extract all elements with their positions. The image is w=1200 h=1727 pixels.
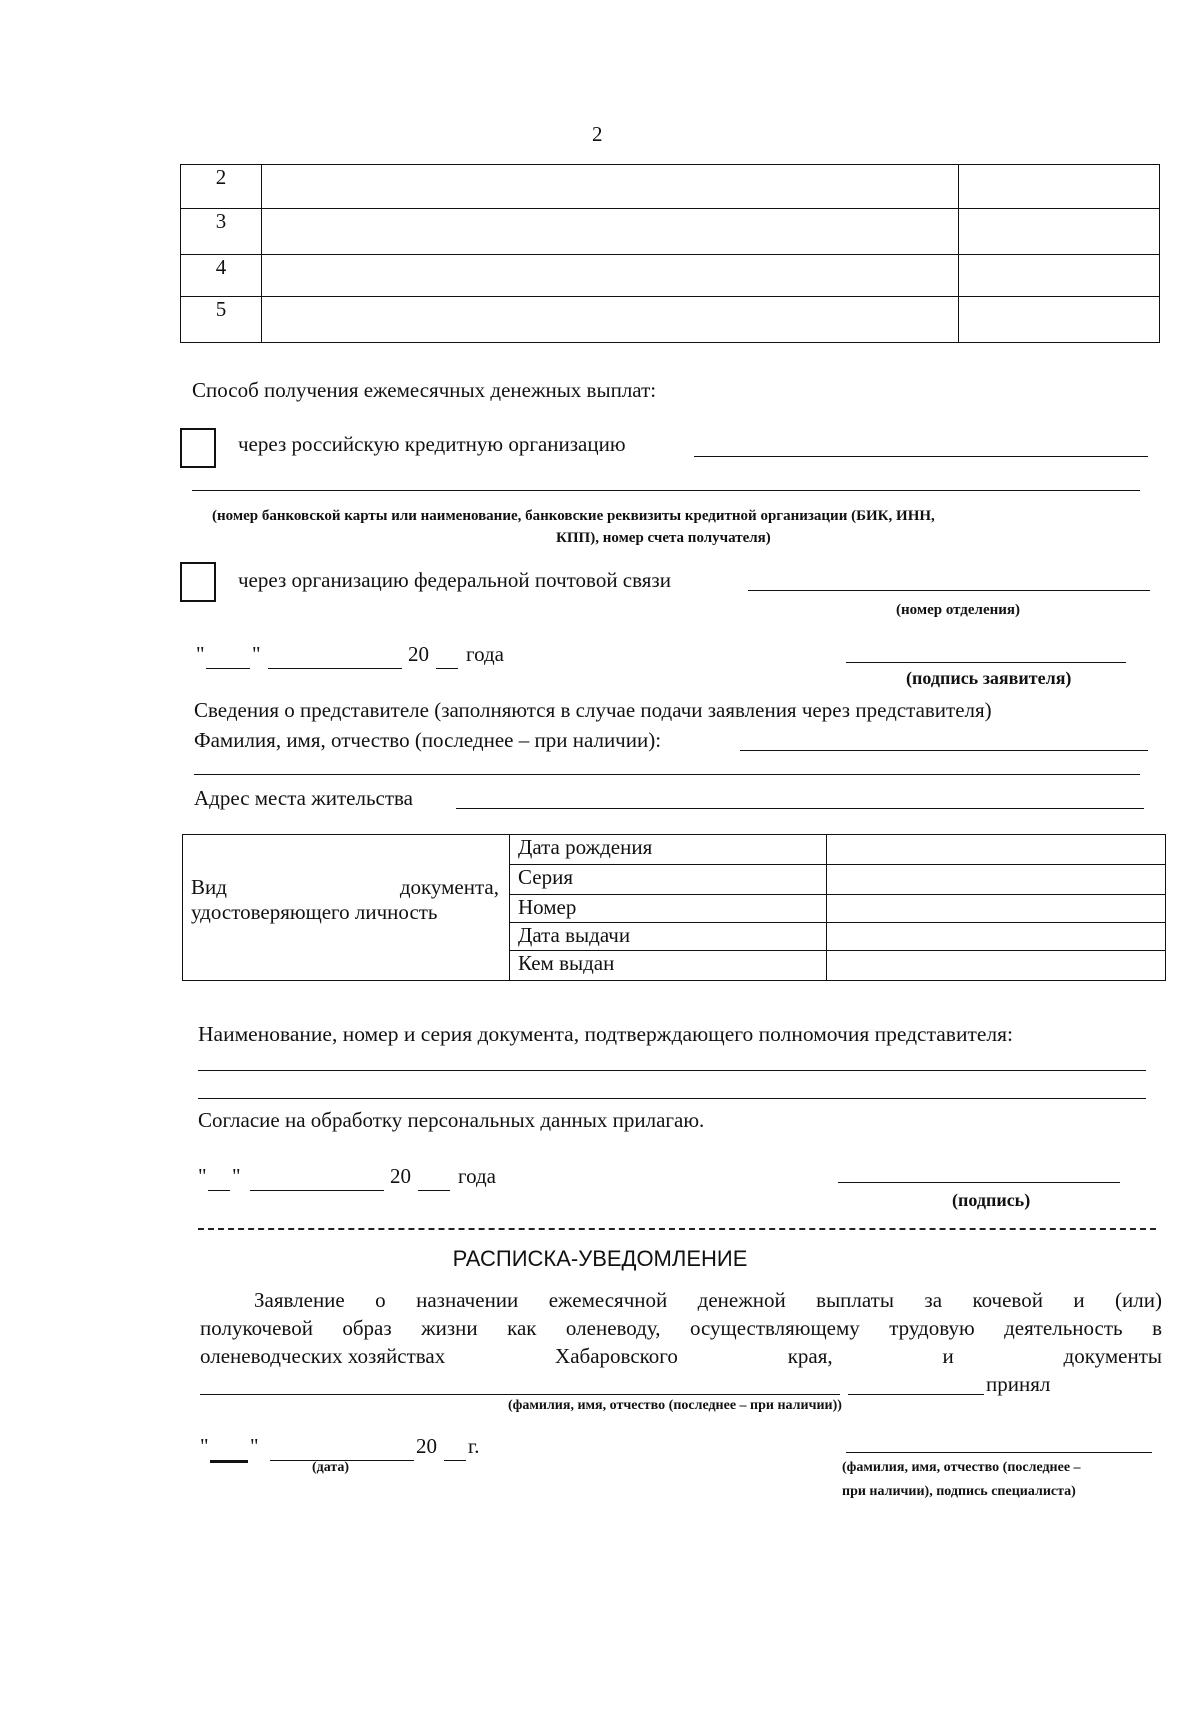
bank-details-line[interactable]	[694, 456, 1148, 457]
representative-fio-line[interactable]	[740, 750, 1148, 751]
receipt-text-line-1: Заявление о назначении ежемесячной денежной выплаты за кочевой и (или)	[254, 1288, 1162, 1312]
date-quote-open: "	[200, 1434, 209, 1458]
applicant-signature-hint: (подпись заявителя)	[906, 668, 1072, 688]
bank-option-label: через российскую кредитную организацию	[238, 432, 626, 456]
year-prefix: 20	[390, 1164, 411, 1188]
date-hint: (дата)	[312, 1460, 350, 1475]
numbered-table	[180, 164, 1160, 343]
day-field[interactable]	[206, 668, 250, 669]
authority-document-label: Наименование, номер и серия документа, подтверждающего полномочия представителя:	[198, 1022, 1013, 1046]
year-prefix: 20	[416, 1434, 437, 1458]
row-value-cell[interactable]	[959, 255, 1160, 297]
year-prefix: 20	[408, 642, 429, 666]
specialist-line[interactable]	[846, 1452, 1152, 1453]
date-suffix: г.	[468, 1434, 480, 1458]
row-description-cell[interactable]	[262, 209, 959, 255]
series-value[interactable]	[827, 865, 1166, 895]
applicant-name-hint: (фамилия, имя, отчество (последнее – при наличии))	[508, 1398, 842, 1413]
receipt-word: документы	[1063, 1344, 1162, 1368]
row-number: 5	[181, 297, 262, 343]
number-value[interactable]	[827, 895, 1166, 923]
representative-fio-label: Фамилия, имя, отчество (последнее – при наличии):	[194, 728, 662, 752]
date-quote-close: "	[250, 1434, 259, 1458]
applicant-signature-line[interactable]	[846, 662, 1126, 663]
year-field[interactable]	[436, 668, 458, 669]
page-number: 2	[592, 122, 603, 146]
representative-heading: Сведения о представителе (заполняются в случае подачи заявления через представителя)	[194, 698, 992, 722]
receipt-word: Хабаровского	[555, 1344, 678, 1368]
field-label: Серия	[510, 865, 827, 895]
bank-hint-line-2: КПП), номер счета получателя)	[556, 530, 771, 546]
year-field[interactable]	[418, 1190, 450, 1191]
row-description-cell[interactable]	[262, 165, 959, 209]
post-office-hint: (номер отделения)	[896, 602, 1021, 618]
signature-hint: (подпись)	[952, 1190, 1031, 1210]
row-value-cell[interactable]	[959, 297, 1160, 343]
row-value-cell[interactable]	[959, 165, 1160, 209]
specialist-hint-1: (фамилия, имя, отчество (последнее –	[842, 1460, 1081, 1475]
day-field[interactable]	[210, 1460, 248, 1463]
field-label: Кем выдан	[510, 951, 827, 981]
row-number: 3	[181, 209, 262, 255]
date-quote-close: "	[252, 642, 261, 666]
documents-count-line[interactable]	[848, 1394, 984, 1395]
receipt-word: и	[942, 1344, 954, 1368]
address-label: Адрес места жительства	[194, 786, 413, 810]
accepted-label: принял	[986, 1372, 1051, 1396]
document-type-cell	[183, 835, 510, 981]
month-field[interactable]	[268, 668, 402, 669]
month-field[interactable]	[250, 1190, 384, 1191]
year-field[interactable]	[444, 1460, 466, 1461]
field-label: Номер	[510, 895, 827, 923]
post-office-line[interactable]	[748, 590, 1150, 591]
authority-document-line-2[interactable]	[198, 1098, 1146, 1099]
bank-option-checkbox[interactable]	[180, 428, 216, 468]
receipt-word: оленеводческих хозяйствах	[200, 1344, 446, 1368]
payment-method-heading: Способ получения ежемесячных денежных выплат:	[192, 378, 657, 402]
post-option-checkbox[interactable]	[180, 562, 216, 602]
issue-date-value[interactable]	[827, 923, 1166, 951]
post-option-label: через организацию федеральной почтовой связи	[238, 568, 671, 592]
row-value-cell[interactable]	[959, 209, 1160, 255]
row-description-cell[interactable]	[262, 255, 959, 297]
identity-document-table	[182, 834, 1166, 981]
year-suffix: года	[458, 1164, 496, 1188]
date-quote-open: "	[196, 642, 205, 666]
receipt-title: РАСПИСКА-УВЕДОМЛЕНИЕ	[452, 1246, 748, 1271]
cut-line	[198, 1228, 1156, 1230]
field-label: Дата выдачи	[510, 923, 827, 951]
document-type-label-3: удостоверяющего личность	[191, 900, 438, 924]
year-suffix: года	[466, 642, 504, 666]
birth-date-value[interactable]	[827, 835, 1166, 865]
address-line[interactable]	[456, 808, 1144, 809]
document-type-label-1: Вид	[191, 875, 227, 899]
issued-by-value[interactable]	[827, 951, 1166, 981]
receipt-word: края,	[787, 1344, 833, 1368]
bank-hint-line-1: (номер банковской карты или наименование, банковские реквизиты кредитной организации (БИК, ИНН,	[212, 508, 935, 524]
row-description-cell[interactable]	[262, 297, 959, 343]
date-quote-open: "	[198, 1164, 207, 1188]
receipt-text-line-2: полукочевой образ жизни как оленеводу, осуществляющему трудовую деятельность в	[200, 1316, 1162, 1340]
bank-details-line-2[interactable]	[192, 490, 1140, 491]
applicant-name-line[interactable]	[200, 1394, 840, 1395]
row-number: 2	[181, 165, 262, 209]
date-quote-close: "	[232, 1164, 241, 1188]
row-number: 4	[181, 255, 262, 297]
specialist-hint-2: при наличии), подпись специалиста)	[842, 1484, 1076, 1499]
representative-fio-line-2[interactable]	[194, 774, 1140, 775]
signature-line[interactable]	[838, 1182, 1120, 1183]
field-label: Дата рождения	[510, 835, 827, 865]
authority-document-line-1[interactable]	[198, 1070, 1146, 1071]
receipt-text-line-3	[200, 1344, 1162, 1369]
consent-text: Согласие на обработку персональных данных прилагаю.	[198, 1108, 705, 1132]
document-type-label-2: документа,	[399, 875, 499, 899]
day-field[interactable]	[208, 1190, 230, 1191]
